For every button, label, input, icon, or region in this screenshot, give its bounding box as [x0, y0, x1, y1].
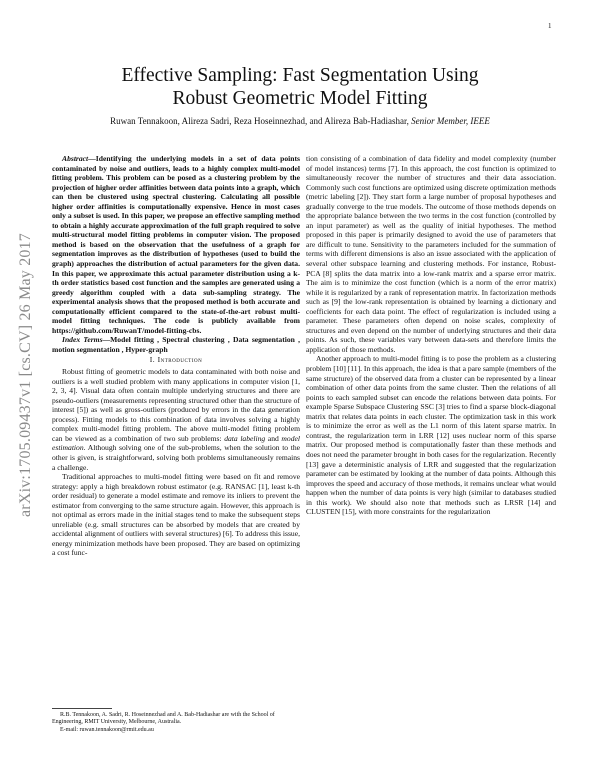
footnote-affiliation: R.B. Tennakoon, A. Sadri, R. Hoseinnezhad and A. Bab-Hadiashar are with the School of Engineering, RMIT University, Melbourne, Australia.: [52, 712, 275, 726]
title-line-1: Effective Sampling: Fast Segmentation Using: [121, 65, 479, 86]
intro-paragraph-1: [52, 367, 300, 472]
intro-p1-text-b: and: [265, 433, 282, 443]
index-terms-text: —Model fitting , Spectral clustering , Data segmentation , motion segmentation , Hyper-graph: [52, 335, 301, 354]
index-terms-label: Index Terms: [62, 335, 103, 345]
authors-names: Ruwan Tennakoon, Alireza Sadri, Reza Hoseinnezhad, and Alireza Bab-Hadiashar,: [110, 116, 409, 126]
page-number: 1: [548, 22, 552, 30]
title-line-2: Robust Geometric Model Fitting: [172, 88, 428, 109]
abstract: [52, 154, 300, 335]
left-column: [52, 154, 300, 558]
section-heading-introduction: I. Introduction: [149, 355, 203, 365]
arxiv-identifier: [4, 160, 48, 590]
intro-p1-emphasis-1: data labeling: [224, 433, 266, 443]
right-paragraph-1: tion consisting of a combination of data fidelity and model complexity (number of model instances) terms [7]. In this approach, the cost function is optimized to simultaneously recover the number of structures and their data association. Commonly such cost functions are optimized using discrete optimization methods (metric labeling [2]). They start form a large number of proposal hypotheses and gradually converge to the true models. The outcome of those methods depends on the appropriate balance between the two terms in the cost function (controlled by an input parameter) as well as the quality of initial hypotheses. The method proposed in this paper is primarily designed to avoid the use of parameters that are difficult to tune. Sensitivity to the parameters included for the summation of terms with different dimensions is also an issue associated with the application of several other subspace learning and clustering methods. For instance, Robust-PCA [8] splits the data matrix into a low-rank matrix and a sparse error matrix. The aim is to minimize the cost function (which is a norm of the error matrix) while it is regularized by a rank of representation matrix. In factorization methods such as [9] the low-rank representation is obtained by learning a dictionary and coefficients for each data point. The effect of regularization is included using a parameter. These parameters often depend on noise scales, complexity of structures and even depend on the number of underlying structures and their data points. As such, these variables vary between data-sets and therefore limits the application of those methods.: [306, 154, 556, 354]
footnote-email: E-mail: ruwan.tennakoon@rmit.edu.au: [60, 726, 154, 733]
paper-title: [0, 64, 600, 110]
intro-p1-emphasis-2: model estimation: [52, 433, 300, 453]
intro-p1-text-a: Robust fitting of geometric models to data contaminated with both noise and outliers is a well studied problem with many applications in computer vision [1, 2, 3, 4]. Visual data often contain multiple underlying structures and there are pseudo-outliers (measurements representing structured other than the structure of interest [5]) as well as gross-outliers (produced by errors in the data generation process). Fitting models to this combination of data involves solving a highly complex multi-model fitting problem. The above multi-model fitting problem can be viewed as a combination of two sub problems:: [52, 367, 300, 443]
footnote-divider: [52, 708, 112, 709]
abstract-text: —Identifying the underlying models in a set of data points contaminated by noise and outliers, leads to a highly complex multi-model fitting problem. This problem can be posed as a clustering problem by the projection of higher order affinities between data points into a graph, which can then be clustered using spectral clustering. Calculating all possible higher order affinities is computationally expensive. Hence in most cases only a subset is used. In this paper, we propose an effective sampling method to obtain a highly accurate approximation of the full graph required to solve multi-structural model fitting problems in computer vision. The proposed method is based on the observation that the usefulness of a graph for segmentation improves as the distribution of hypotheses (used to build the graph) approaches the distribution of actual parameters for the given data. In this paper, we approximate this actual parameter distribution using a k-th order statistics based cost function and the samples are generated using a greedy algorithm coupled with a data sub-sampling strategy. The experimental analysis shows that the proposed method is both accurate and computationally efficient compared to the state-of-the-art robust multi-model fitting techniques. The code is publicly available from https://github.com/RuwanT/model-fitting-cbs.: [52, 154, 300, 335]
authors-honorific: Senior Member, IEEE: [411, 116, 490, 126]
abstract-label: Abstract: [62, 154, 89, 163]
arxiv-identifier-text: arXiv:1705.09437v1 [cs.CV] 26 May 2017: [17, 232, 34, 518]
author-list: [0, 116, 600, 126]
right-paragraph-2: Another approach to multi-model fitting is to pose the problem as a clustering problem [10] [11]. In this approach, the idea is that a pare sample (members of the same structure) of the observed data from a cluster can be represented by a linear combination of other data points from the same cluster. Then the relations of all points to each sampled subset can encode the relations between data points. For example Sparse Subspace Clustering SSC [3] tries to find a sparse block-diagonal matrix that relates data points in each cluster. The optimization task in this work is to minimize the error as well as the L1 norm of this latent sparse matrix. In contrast, the regularization term in LRR [12] uses nuclear norm of this sparse matrix. Our proposed method is computationally faster than these methods and does not need the parameter brought in both cases for the regularization. Recently [13] gave a deterministic analysis of LRR and suggested that the regularization parameter can be estimated by looking at the number of data points. Although this improves the speed and accuracy of those methods, it remains unclear what would happen when the number of data points is very high (similar to databases studied in this work). We should also note that methods such as LRSR [14] and CLUSTEN [15], with more constraints for the regularization: [306, 354, 557, 517]
index-terms: [52, 335, 300, 354]
intro-p1-text-c: . Although solving one of the sub-problems, when the solution to the other is given, is straightforward, solving both problems simultaneously remains a challenge.: [52, 443, 300, 472]
right-column: [306, 154, 556, 517]
footnote: [52, 712, 300, 734]
intro-paragraph-2: Traditional approaches to multi-model fitting were based on fit and remove strategy: apply a high breakdown robust estimator (e.g. RANSAC [1], least k-th order residual) to generate a model estimate and remove its inliers to prevent the estimator from converging to the same structure again. However, this approach is not optimal as errors made in the initial stages tend to make the subsequent steps unreliable (e.g. small structures can be absorbed by models that are created by accidental alignment of outliers with several structures) [6]. To address this issue, energy minimization methods have been proposed. They are based on optimizing a cost func-: [52, 472, 300, 558]
